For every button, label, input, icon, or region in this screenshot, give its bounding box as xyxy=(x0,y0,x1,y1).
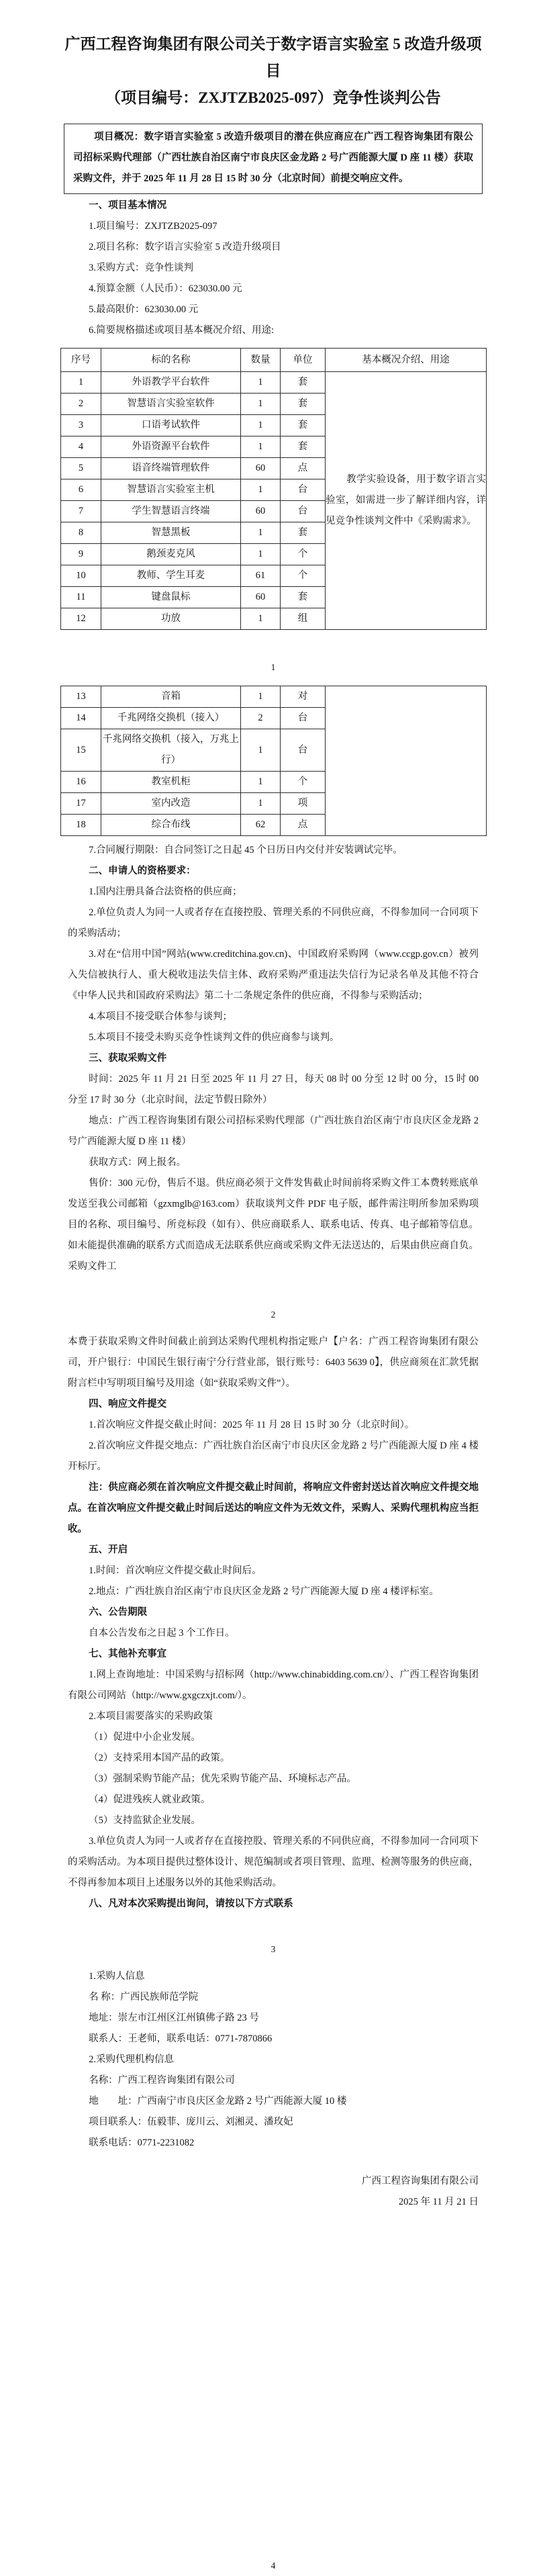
cell-qty: 1 xyxy=(241,479,281,501)
col-header-unit: 单位 xyxy=(281,349,326,372)
cell-qty: 1 xyxy=(241,686,281,708)
doc-title-line2: （项目编号：ZXJTZB2025-097）竞争性谈判公告 xyxy=(105,89,441,106)
cell-name: 学生智慧语言终端 xyxy=(101,501,241,522)
cell-qty: 1 xyxy=(241,522,281,544)
signature-block xyxy=(60,2171,479,2213)
cell-unit: 项 xyxy=(281,793,326,815)
table-row xyxy=(61,372,487,394)
cell-unit: 个 xyxy=(281,772,326,793)
section-1-item-project-name: 2.项目名称：数字语言实验室 5 改造升级项目 xyxy=(89,242,281,252)
section-7-policy-3: （3）强制采购节能产品；优先采购节能产品、环境标志产品。 xyxy=(89,1774,356,1784)
cell-no: 12 xyxy=(61,608,101,630)
cell-qty: 1 xyxy=(241,394,281,415)
cell-qty: 1 xyxy=(241,436,281,458)
cell-no: 2 xyxy=(61,394,101,415)
cell-qty: 62 xyxy=(241,815,281,836)
cell-name: 鹅颈麦克风 xyxy=(101,544,241,565)
section-7-heading: 七、其他补充事宜 xyxy=(89,1649,167,1659)
cell-qty: 60 xyxy=(241,587,281,608)
signature-company: 广西工程咨询集团有限公司 xyxy=(362,2176,479,2187)
section-3-time: 时间：2025 年 11 月 21 日至 2025 年 11 月 27 日，每天 08 时 00 分至 12 时 00 分，15 时 00 分至 17 时 30 分（北京时间，法定节假日除外） xyxy=(68,1074,479,1105)
cell-unit: 套 xyxy=(281,372,326,394)
cell-unit: 套 xyxy=(281,587,326,608)
remark-text: 教学实验设备，用于数字语言实验室，如需进一步了解详细内容，详见竞争性谈判文件中《采购需求》。 xyxy=(326,474,486,526)
purchaser-contact: 联系人：王老师，联系电话：0771-7870866 xyxy=(89,2033,273,2044)
cell-no: 11 xyxy=(61,587,101,608)
cell-name: 口语考试软件 xyxy=(101,415,241,436)
cell-no: 4 xyxy=(61,436,101,458)
cell-no: 18 xyxy=(61,815,101,836)
section-4-note: 注：供应商必须在首次响应文件提交截止时间前，将响应文件密封送达首次响应文件提交地点。在首次响应文件提交截止时间后送达的响应文件为无效文件，采购人、采购代理机构应当拒收。 xyxy=(68,1482,479,1534)
cell-remark xyxy=(326,372,487,630)
section-7-policy-4: （4）促进残疾人就业政策。 xyxy=(89,1794,211,1805)
cell-no: 10 xyxy=(61,565,101,587)
agency-name: 名称：广西工程咨询集团有限公司 xyxy=(89,2075,235,2086)
overview-text: 项目概况：数字语言实验室 5 改造升级项目的潜在供应商应在广西工程咨询集团有限公司招标采购代理部（广西壮族自治区南宁市良庆区金龙路 2 号广西能源大厦 D 座 11 楼）获取采购文件，并于 2025 年 11 月 28 日 15 时 30 分（北京时间）前提交响应文件。 xyxy=(73,132,473,184)
cell-no: 1 xyxy=(61,372,101,394)
cell-name: 外语教学平台软件 xyxy=(101,372,241,394)
section-4-item-2: 2.首次响应文件提交地点：广西壮族自治区南宁市良庆区金龙路 2 号广西能源大厦 D 座 4 楼开标厅。 xyxy=(68,1440,479,1472)
cell-no: 5 xyxy=(61,458,101,479)
cell-unit: 对 xyxy=(281,686,326,708)
cell-unit: 台 xyxy=(281,708,326,729)
cell-name: 千兆网络交换机（接入） xyxy=(101,708,241,729)
section-3-place: 地点：广西工程咨询集团有限公司招标采购代理部（广西壮族自治区南宁市良庆区金龙路 2 号广西能源大厦 D 座 11 楼） xyxy=(68,1115,479,1147)
agency-address: 地 址：广西南宁市良庆区金龙路 2 号广西能源大厦 10 楼 xyxy=(89,2096,347,2107)
table-row xyxy=(61,686,487,708)
section-7-item-2: 2.本项目需要落实的采购政策 xyxy=(89,1711,213,1722)
cell-name: 教室机柜 xyxy=(101,772,241,793)
cell-no: 7 xyxy=(61,501,101,522)
section-4-heading: 四、响应文件提交 xyxy=(89,1399,167,1410)
col-header-desc: 基本概况介绍、用途 xyxy=(326,349,487,372)
section-3-method: 获取方式：网上报名。 xyxy=(89,1157,187,1168)
doc-title-line1: 广西工程咨询集团有限公司关于数字语言实验室 5 改造升级项目 xyxy=(64,36,482,79)
cell-unit: 点 xyxy=(281,815,326,836)
section-6-heading: 六、公告期限 xyxy=(89,1607,148,1618)
cell-unit: 台 xyxy=(281,479,326,501)
cell-unit: 组 xyxy=(281,608,326,630)
section-7-item-1: 1.网上查询地址：中国采购与招标网（http://www.chinabidding.com.cn/）、广西工程咨询集团有限公司网站（http://www.gxgczxjt.com/）。 xyxy=(68,1669,479,1701)
cell-unit: 套 xyxy=(281,436,326,458)
section-7-policy-1: （1）促进中小企业发展。 xyxy=(89,1732,201,1743)
section-7-policy-2: （2）支持采用本国产品的政策。 xyxy=(89,1753,230,1763)
cell-qty: 60 xyxy=(241,458,281,479)
cell-unit: 台 xyxy=(281,501,326,522)
section-6-body: 自本公告发布之日起 3 个工作日。 xyxy=(89,1628,235,1639)
section-3-price-part2: 本费于获取采购文件时间截止前到达采购代理机构指定账户【户名：广西工程咨询集团有限公司，开户银行：中国民生银行南宁分行营业部，银行账号：6403 5639 0】，供应商须在汇款凭据附言栏中写明项目编号及用途（如“获取采购文件”）。 xyxy=(68,1336,479,1389)
table-header-row xyxy=(61,349,487,372)
section-1-item-max-price: 5.最高限价：623030.00 元 xyxy=(89,304,199,315)
cell-unit: 台 xyxy=(281,729,326,772)
cell-name: 外语资源平台软件 xyxy=(101,436,241,458)
purchaser-address: 地址：崇左市江州区江州镇佛子路 23 号 xyxy=(89,2013,259,2023)
cell-unit: 套 xyxy=(281,415,326,436)
purchaser-name: 名 称：广西民族师范学院 xyxy=(89,1992,199,2003)
section-2-item-2: 2.单位负责人为同一人或者存在直接控股、管理关系的不同供应商，不得参加同一合同项下的采购活动； xyxy=(68,907,479,939)
cell-name: 综合布线 xyxy=(101,815,241,836)
agency-phone: 联系电话：0771-2231082 xyxy=(89,2137,195,2148)
cell-name: 功放 xyxy=(101,608,241,630)
section-7-policy-5: （5）支持监狱企业发展。 xyxy=(89,1815,201,1826)
cell-name: 语音终端管理软件 xyxy=(101,458,241,479)
section-2-heading: 二、申请人的资格要求： xyxy=(89,866,196,876)
cell-no: 13 xyxy=(61,686,101,708)
cell-qty: 1 xyxy=(241,772,281,793)
cell-remark-empty xyxy=(326,686,487,836)
cell-qty: 61 xyxy=(241,565,281,587)
section-1-item-project-no: 1.项目编号：ZXJTZB2025-097 xyxy=(89,221,217,232)
section-3-price-part1: 售价：300 元/份，售后不退。供应商必须于文件发售截止时间前将采购文件工本费转账底单发送至我公司邮箱（gzxmglb@163.com）获取谈判文件 PDF 电子版，邮件需注明所参加采购项目的名称、项目编号、所竞标段（如有）、供应商联系人、联系电话、传真、电子邮箱等信息。如未能提供准确的联系方式而造成无法联系供应商或采购文件无法送达的，后果由供应商自负。采购文件工 xyxy=(68,1178,479,1272)
cell-qty: 1 xyxy=(241,608,281,630)
section-1-item-method: 3.采购方式：竞争性谈判 xyxy=(89,263,194,273)
section-2-item-1: 1.国内注册具备合法资格的供应商； xyxy=(89,886,242,897)
col-header-qty: 数量 xyxy=(241,349,281,372)
section-1-item-spec-intro: 6.简要规格描述或项目基本概况介绍、用途: xyxy=(89,325,275,336)
purchaser-label: 1.采购人信息 xyxy=(89,1971,145,1982)
cell-no: 9 xyxy=(61,544,101,565)
cell-no: 8 xyxy=(61,522,101,544)
cell-no: 15 xyxy=(61,729,101,772)
cell-unit: 套 xyxy=(281,522,326,544)
cell-qty: 1 xyxy=(241,372,281,394)
products-table-part1 xyxy=(60,348,487,630)
section-3-heading: 三、获取采购文件 xyxy=(89,1053,167,1064)
section-5-item-1: 1.时间：首次响应文件提交截止时间后。 xyxy=(89,1565,262,1576)
cell-qty: 1 xyxy=(241,415,281,436)
agency-label: 2.采购代理机构信息 xyxy=(89,2054,175,2065)
cell-name: 智慧语言实验室主机 xyxy=(101,479,241,501)
overview-box xyxy=(64,124,483,194)
doc-title xyxy=(60,31,486,111)
cell-qty: 1 xyxy=(241,793,281,815)
cell-name: 千兆网络交换机（接入，万兆上行） xyxy=(101,729,241,772)
cell-no: 6 xyxy=(61,479,101,501)
cell-unit: 个 xyxy=(281,544,326,565)
section-2-item-3: 3.对在“信用中国”网站(www.creditchina.gov.cn)、中国政府采购网（www.ccgp.gov.cn）被列入失信被执行人、重大税收违法失信主体、政府采购严重违法失信行为记录名单及其他不符合《中华人民共和国政府采购法》第二十二条规定条件的供应商，不得参与采购活动； xyxy=(68,949,479,1001)
section-5-item-2: 2.地点：广西壮族自治区南宁市良庆区金龙路 2 号广西能源大厦 D 座 4 楼评标室。 xyxy=(89,1586,439,1597)
cell-unit: 个 xyxy=(281,565,326,587)
products-table-part2 xyxy=(60,686,487,836)
cell-qty: 1 xyxy=(241,544,281,565)
section-8-heading: 八、凡对本次采购提出询问，请按以下方式联系 xyxy=(89,1898,293,1909)
cell-name: 智慧语言实验室软件 xyxy=(101,394,241,415)
page-number-1: 1 xyxy=(271,662,276,672)
section-2-item-5: 5.本项目不接受未购买竞争性谈判文件的供应商参与谈判。 xyxy=(89,1032,340,1043)
section-4-item-1: 1.首次响应文件提交截止时间：2025 年 11 月 28 日 15 时 30 分（北京时间）。 xyxy=(89,1420,415,1430)
section-2-item-4: 4.本项目不接受联合体参与谈判； xyxy=(89,1011,233,1022)
cell-name: 键盘鼠标 xyxy=(101,587,241,608)
cell-no: 17 xyxy=(61,793,101,815)
page-number-4: 4 xyxy=(271,2561,276,2571)
col-header-no: 序号 xyxy=(61,349,101,372)
cell-name: 教师、学生耳麦 xyxy=(101,565,241,587)
section-7-item-3: 3.单位负责人为同一人或者存在直接控股、管理关系的不同供应商，不得参加同一合同项下的采购活动。为本项目提供过整体设计、规范编制或者项目管理、监理、检测等服务的供应商，不得再参加本项目上述服务以外的其他采购活动。 xyxy=(68,1836,479,1888)
page-number-2: 2 xyxy=(271,1309,276,1320)
signature-date: 2025 年 11 月 21 日 xyxy=(398,2197,479,2207)
cell-name: 室内改造 xyxy=(101,793,241,815)
cell-name: 智慧黑板 xyxy=(101,522,241,544)
col-header-name: 标的名称 xyxy=(101,349,241,372)
cell-no: 3 xyxy=(61,415,101,436)
agency-contact: 项目联系人：伍毅菲、庞川云、刘湘灵、潘玫妃 xyxy=(89,2117,293,2127)
cell-qty: 60 xyxy=(241,501,281,522)
cell-unit: 套 xyxy=(281,394,326,415)
section-1-heading: 一、项目基本情况 xyxy=(89,200,167,211)
cell-unit: 点 xyxy=(281,458,326,479)
cell-qty: 2 xyxy=(241,708,281,729)
cell-no: 16 xyxy=(61,772,101,793)
page-number-3: 3 xyxy=(271,1944,276,1954)
cell-name: 音箱 xyxy=(101,686,241,708)
cell-qty: 1 xyxy=(241,729,281,772)
section-1-item-budget: 4.预算金额（人民币）：623030.00 元 xyxy=(89,283,242,294)
section-5-heading: 五、开启 xyxy=(89,1545,128,1555)
para-contract-period: 7.合同履行期限：自合同签订之日起 45 个日历日内交付并安装调试完毕。 xyxy=(89,845,403,856)
cell-no: 14 xyxy=(61,708,101,729)
